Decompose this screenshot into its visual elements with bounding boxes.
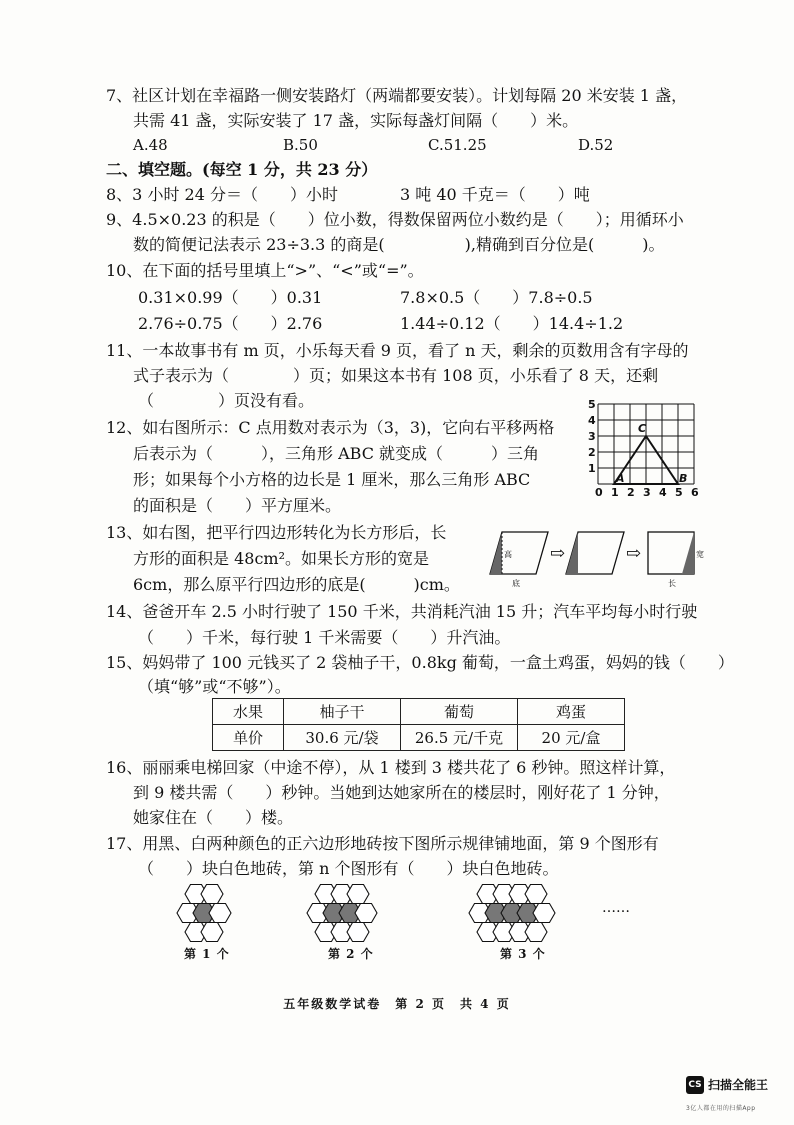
q11-line3: （ ）页没有看。 (138, 391, 315, 410)
q16-line2: 到 9 楼共需（ ）秒钟。当她到达她家所在的楼层时，刚好花了 1 分钟， (133, 783, 670, 802)
coordinate-grid-figure (586, 396, 702, 500)
y-tick-label: 1 (588, 462, 596, 475)
scanner-app-name: 扫描全能王 (708, 1078, 769, 1092)
q7-option-a: A.48 (133, 136, 168, 154)
x-tick-label: 3 (643, 486, 651, 499)
point-label-a: A (616, 472, 625, 485)
pattern-3 (469, 885, 555, 942)
moved-triangle (682, 532, 694, 574)
q9-line2: 数的简便记法表示 23÷3.3 的商是( ),精确到百分位是( )。 (133, 235, 665, 254)
q15-line2: （填“够”或“不够”）。 (138, 677, 291, 696)
height-label: 高 (504, 550, 512, 559)
q17-line2: （ ）块白色地砖，第 n 个图形有（ ）块白色地砖。 (138, 859, 559, 878)
q7-option-d: D.52 (578, 136, 614, 154)
ellipsis: …… (602, 900, 630, 916)
q7-option-b: B.50 (283, 136, 318, 154)
scanner-logo-icon: CS (686, 1076, 704, 1094)
x-tick-label: 1 (611, 486, 619, 499)
y-tick-label: 3 (588, 430, 596, 443)
table-cell: 26.5 元/千克 (401, 725, 518, 751)
q7-line1: 7、社区计划在幸福路一侧安装路灯（两端都要安装）。计划每隔 20 米安装 1 盏， (106, 86, 688, 105)
q8-b: 3 吨 40 千克＝（ ）吨 (400, 185, 590, 204)
y-tick-label: 2 (588, 446, 596, 459)
q14-line2: （ ）千米，每行驶 1 千米需要（ ）升汽油。 (138, 628, 511, 647)
table-header: 葡萄 (401, 699, 518, 725)
q10-title: 10、在下面的括号里填上“>”、“<”或“=”。 (106, 261, 424, 280)
table-row (213, 699, 625, 725)
parallelogram-to-rectangle-figure (488, 524, 708, 590)
x-tick-label: 0 (595, 486, 603, 499)
pattern-2 (307, 885, 377, 942)
q11-line1: 11、一本故事书有 m 页，小乐每天看 9 页，看了 n 天，剩余的页数用含有字母的 (106, 341, 689, 360)
q13-line2: 方形的面积是 48cm²。如果长方形的宽是 (133, 549, 429, 568)
figure-label: 第 3 个 (500, 947, 546, 961)
point-label-c: C (638, 422, 647, 435)
hexagon-pattern-figures (170, 884, 610, 946)
q12-line1: 12、如右图所示：C 点用数对表示为（3，3)，它向右平移两格 (106, 418, 555, 437)
q12-line2: 后表示为（ ），三角形 ABC 就变成（ ）三角 (133, 444, 540, 463)
table-header: 水果 (213, 699, 284, 725)
q15-line1: 15、妈妈带了 100 元钱买了 2 袋柚子干，0.8kg 葡萄，一盒土鸡蛋，妈妈的钱（ ） (106, 653, 734, 672)
base-label: 底 (512, 579, 520, 588)
q10-item: 7.8×0.5（ ）7.8÷0.5 (400, 288, 593, 307)
table-row (213, 725, 625, 751)
length-label: 长 (668, 579, 676, 588)
q10-item: 0.31×0.99（ ）0.31 (138, 288, 323, 307)
section-heading: 二、填空题。(每空 1 分，共 23 分） (106, 160, 378, 179)
table-cell: 30.6 元/袋 (284, 725, 401, 751)
x-tick-label: 6 (691, 486, 699, 499)
q17-line1: 17、用黑、白两种颜色的正六边形地砖按下图所示规律铺地面，第 9 个图形有 (106, 834, 659, 853)
page-footer: 五年级数学试卷 第 2 页 共 4 页 (283, 997, 511, 1011)
q7-line2: 共需 41 盏，实际安装了 17 盏，实际每盏灯间隔（ ）米。 (133, 111, 579, 130)
pattern-1 (177, 885, 231, 942)
arrow-icon: ⇨ (626, 543, 642, 564)
point-label-b: B (679, 472, 688, 485)
figure-label: 第 2 个 (328, 947, 374, 961)
table-cell: 20 元/盒 (518, 725, 625, 751)
q14-line1: 14、爸爸开车 2.5 小时行驶了 150 千米，共消耗汽油 15 升；汽车平均每小时行驶 (106, 602, 698, 621)
q13-line1: 13、如右图，把平行四边形转化为长方形后，长 (106, 523, 447, 542)
width-label: 宽 (696, 550, 704, 559)
x-tick-label: 5 (675, 486, 683, 499)
q13-line3: 6cm，那么原平行四边形的底是( )cm。 (133, 575, 460, 594)
x-tick-label: 2 (627, 486, 635, 499)
q16-line3: 她家住在（ ）楼。 (133, 808, 294, 827)
y-tick-label: 5 (588, 398, 596, 411)
q12-line3: 形；如果每个小方格的边长是 1 厘米，那么三角形 ABC (133, 470, 531, 489)
q7-option-c: C.51.25 (428, 136, 487, 154)
q9-line1: 9、4.5×0.23 的积是（ ）位小数，得数保留两位小数约是（ ）；用循环小 (106, 210, 684, 229)
q10-item: 2.76÷0.75（ ）2.76 (138, 314, 323, 333)
q8-a: 8、3 小时 24 分＝（ ）小时 (106, 185, 338, 204)
y-tick-label: 4 (588, 414, 596, 427)
table-header: 鸡蛋 (518, 699, 625, 725)
table-cell: 单价 (213, 725, 284, 751)
q12-line4: 的面积是（ ）平方厘米。 (133, 496, 342, 515)
q16-line1: 16、丽丽乘电梯回家（中途不停），从 1 楼到 3 楼共花了 6 秒钟。照这样计算， (106, 758, 676, 777)
table-header: 柚子干 (284, 699, 401, 725)
q10-item: 1.44÷0.12（ ）14.4÷1.2 (400, 314, 624, 333)
q11-line2: 式子表示为（ ）页；如果这本书有 108 页，小乐看了 8 天，还剩 (133, 366, 659, 385)
figure-label: 第 1 个 (184, 947, 230, 961)
x-tick-label: 4 (659, 486, 667, 499)
scanner-tagline: 3亿人都在用的扫描App (686, 1105, 756, 1112)
arrow-icon: ⇨ (550, 543, 566, 564)
price-table (212, 698, 625, 751)
